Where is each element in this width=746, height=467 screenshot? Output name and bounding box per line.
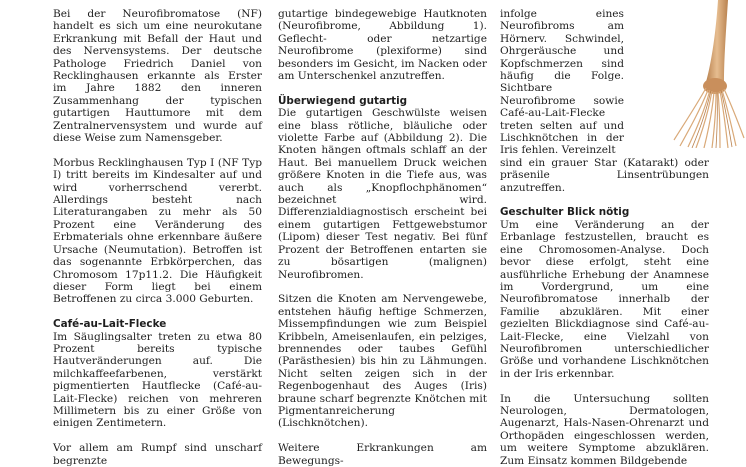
paragraph-weitere-erkrankungen: Weitere Erkrankungen am Bewegungs- bbox=[278, 442, 487, 467]
heading-cafe-au-lait: Café-au-Lait-Flecke bbox=[53, 318, 167, 331]
paragraph-nf-type-1: Morbus Recklinghausen Typ I (NF Typ I) tritt bereits im Kindesalter auf und wird vorherrschend vererbt. Allerdings besteht nach Literaturangaben zu mehr als 50 Prozent eine Veränderung des Erbmaterials ohne erkennbare äußere Ursache (Neumutation). Betroffen ist das sogenannte Erbkörperchen, das Chromosom 17p11.2. Die Häufigkeit dieser Form liegt bei einem Betroffenen zu circa 3.000 Geburten. bbox=[53, 156, 262, 306]
heading-geschulter-blick: Geschulter Blick nötig bbox=[500, 206, 630, 219]
column-2 bbox=[278, 8, 487, 467]
paragraph-hautknoten: gutartige bindegewebige Hautknoten (Neurofibrome, Abbildung 1). Geflecht- oder netzartige Neurofibrome (plexiforme) sind besonders im Gesicht, im Nacken oder am Unterschenkel anzutreffen. bbox=[278, 8, 487, 83]
paragraph-chromosomen-analyse: Um eine Veränderung an der Erbanlage festzustellen, braucht es eine Chromosomen-Analyse. Doch bevor diese erfolgt, steht eine ausführliche Erhebung der Anamnese im Vordergrund, um eine Neurofibromatose innerhalb der Familie abzuklären. Mit einer gezielten Blickdiagnose sind Café-au-Lait-Flecke, eine Vielzahl von Neurofibromen unterschiedlicher Größe und vorhandene Lischknötchen in der Iris erkennbar. bbox=[500, 218, 709, 380]
paragraph-nervengewebe: Sitzen die Knoten am Nervengewebe, entstehen häufig heftige Schmerzen, Missempfindungen wie zum Beispiel Kribbeln, Ameisenlaufen, ein pelziges, brennendes oder taubes Gefühl (Parästhesien) bis hin zu Lähmungen. Nicht selten zeigen sich in der Regenbogenhaut des Auges (Iris) braune scharf begrenzte Knötchen mit Pigmentanreicherung (Lischknötchen). bbox=[278, 293, 487, 430]
nerve-fiber-illustration bbox=[636, 0, 746, 148]
paragraph-hoernerv: infolge eines Neurofibroms am Hörnerv. Schwindel, Ohrgeräusche und Kopfschmerzen sind häufig die Folge. Sichtbare Neurofibrome sowie Café-au-Lait-Flecke treten selten auf und Lischknötchen in der Iris fehlen. Vereinzelt bbox=[500, 8, 624, 157]
column-1 bbox=[53, 8, 262, 467]
nerve-fiber-icon bbox=[636, 0, 746, 148]
paragraph-untersuchung: In die Untersuchung sollten Neurologen, Dermatologen, Augenarzt, Hals-Nasen-Ohrenarzt und Orthopäden eingeschlossen werden, um weitere Symptome abzuklären. Zum Einsatz kommen Bildgebende bbox=[500, 392, 709, 467]
paragraph-katarakt: sind ein grauer Star (Katarakt) oder präsenile Linsentrübungen anzutreffen. bbox=[500, 156, 709, 194]
paragraph-geschwuelste: Die gutartigen Geschwülste weisen eine blass rötliche, bläuliche oder violette Farbe auf (Abbildung 2). Die Knoten hängen oftmals schlaff an der Haut. Bei manuellem Druck weichen größere Knoten in die Tiefe aus, was auch als „Knopflochphänomen“ bezeichnet wird. Differenzialdiagnostisch erscheint bei einem gutartigen Fettgewebstumor (Lipom) dieser Test negativ. Bei fünf Prozent der Betroffenen entarten sie zu bösartigen (malignen) Neurofibromen. bbox=[278, 107, 487, 281]
paragraph-rumpf: Vor allem am Rumpf sind unscharf begrenzte bbox=[53, 442, 262, 467]
heading-ueberwiegend-gutartig: Überwiegend gutartig bbox=[278, 94, 408, 107]
paragraph-intro: Bei der Neurofibromatose (NF) handelt es sich um eine neurokutane Erkrankung mit Befall der Haut und des Nervensystems. Der deutsche Pathologe Friedrich Daniel von Recklinghausen erkannte als Erster im Jahre 1882 den inneren Zusammenhang der typischen gutartigen Hauttumore mit dem Zentralnervensystem und wurde auf diese Weise zum Namensgeber. bbox=[53, 8, 262, 145]
paragraph-cafe-au-lait: Im Säuglingsalter treten zu etwa 80 Prozent bereits typische Hautveränderungen auf. Die milchkaffeefarbenen, verstärkt pigmentierten Hautflecke (Café-au-Lait-Flecke) reichen von mehreren Millimetern bis zu einer Größe von einigen Zentimetern. bbox=[53, 330, 262, 430]
